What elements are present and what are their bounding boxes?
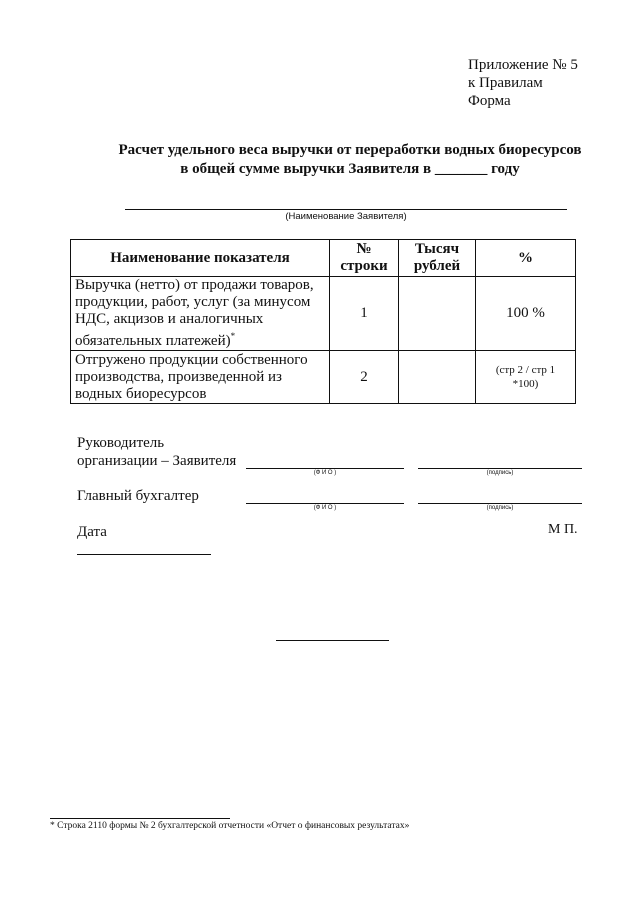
header-num-label: строки	[340, 258, 388, 274]
appendix-rules: к Правилам	[468, 75, 543, 91]
head-signature-line[interactable]	[418, 468, 582, 469]
date-label: Дата	[77, 524, 107, 540]
head-signature-label	[77, 434, 236, 470]
header-thousand-line2: рублей	[413, 258, 461, 274]
row1-percent: 100 %	[476, 277, 576, 351]
header-row-number	[330, 240, 399, 277]
accountant-fio-line[interactable]	[246, 503, 404, 504]
applicant-name-line[interactable]	[125, 209, 567, 210]
row1-thousand-rubles-input[interactable]	[399, 277, 476, 351]
row1-number: 1	[330, 277, 399, 351]
row2-formula-line1: (стр 2 / стр 1	[495, 364, 556, 376]
table-row	[71, 351, 576, 404]
title-line-2: в общей сумме выручки Заявителя в _______ году	[180, 161, 520, 177]
appendix-form: Форма	[468, 93, 511, 109]
footnote-text: * Строка 2110 формы № 2 бухгалтерской отчетности «Отчет о финансовых результатах»	[50, 821, 410, 831]
header-thousand-line1: Тысяч	[414, 241, 460, 257]
table-header-row	[71, 240, 576, 277]
row2-thousand-rubles-input[interactable]	[399, 351, 476, 404]
header-percent: %	[476, 240, 576, 277]
row1-footnote-mark: *	[230, 331, 236, 341]
row2-number: 2	[330, 351, 399, 404]
applicant-caption: (Наименование Заявителя)	[285, 211, 407, 222]
calculation-table	[70, 239, 576, 404]
footnote-separator	[50, 818, 230, 819]
stamp-label: М П.	[548, 522, 578, 537]
head-label-line2: организации – Заявителя	[77, 453, 237, 469]
table-row	[71, 277, 576, 351]
row2-percent-formula	[476, 351, 576, 404]
row2-formula-line2: *100)	[512, 378, 539, 390]
separator-line	[276, 640, 389, 641]
head-fio-caption: (Ф И О )	[313, 470, 337, 476]
row1-name-text: Выручка (нетто) от продажи товаров, продукции, работ, услуг (за минусом НДС, акцизов и аналогичных обязательных платежей)	[75, 277, 314, 349]
accountant-signature-line[interactable]	[418, 503, 582, 504]
accountant-fio-caption: (Ф И О )	[313, 505, 337, 511]
title-line-1: Расчет удельного веса выручки от переработки водных биоресурсов	[118, 142, 582, 158]
header-indicator-name: Наименование показателя	[71, 240, 330, 277]
accountant-label: Главный бухгалтер	[77, 488, 199, 504]
header-num-symbol: №	[356, 241, 372, 257]
date-line[interactable]	[77, 554, 211, 555]
row1-indicator	[71, 277, 330, 351]
row2-indicator: Отгружено продукции собственного производства, произведенной из водных биоресурсов	[71, 351, 330, 404]
head-signature-caption: (подпись)	[486, 470, 514, 476]
document-title	[60, 141, 640, 179]
head-label-line1: Руководитель	[77, 435, 165, 451]
header-thousand-rubles	[399, 240, 476, 277]
accountant-signature-caption: (подпись)	[486, 505, 514, 511]
appendix-header	[468, 56, 578, 110]
head-fio-line[interactable]	[246, 468, 404, 469]
appendix-number: Приложение № 5	[468, 57, 578, 73]
